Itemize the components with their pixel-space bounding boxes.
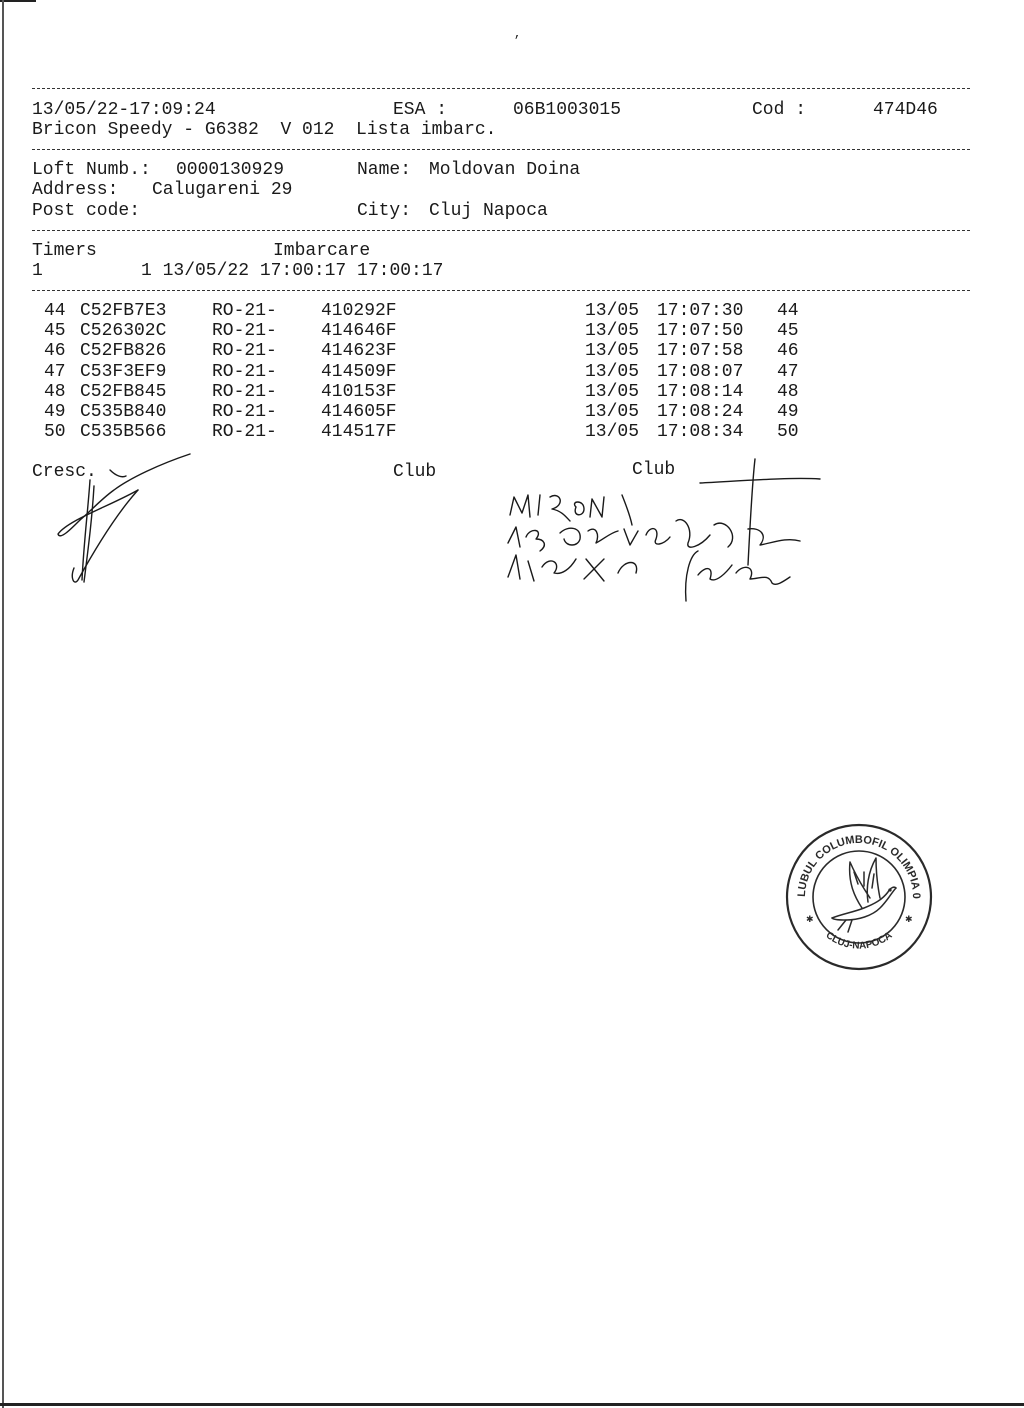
bird-ring: 410153F	[321, 381, 397, 402]
header-line2: Bricon Speedy - G6382 V 012 Lista imbarc.	[32, 120, 497, 140]
timers-label: Timers	[32, 241, 97, 261]
bird-num: 49	[44, 402, 66, 422]
bird-time: 17:07:30	[657, 301, 744, 321]
stamp-star-right: ✱	[905, 915, 913, 925]
bird-num: 48	[44, 381, 66, 402]
loft-value: 0000130929	[176, 160, 285, 180]
bird-ring: 414509F	[321, 361, 397, 382]
name-label: Name:	[357, 160, 412, 180]
city-value: Cluj Napoca	[429, 201, 548, 221]
bird-prefix: RO-21-	[212, 422, 277, 443]
bird-num: 46	[44, 341, 66, 362]
bird-date: 13/05	[585, 381, 640, 402]
address-label: Address:	[32, 180, 119, 200]
scan-edge-top	[0, 0, 36, 2]
bird-prefix: RO-21-	[212, 341, 277, 362]
bird-num: 50	[44, 422, 66, 443]
dove-icon	[832, 858, 896, 932]
bird-time: 17:08:34	[657, 422, 744, 443]
bird-seq: 44	[777, 301, 799, 321]
bird-chip: C535B566	[80, 422, 167, 443]
stamp-top-text: CLUBUL COLUMBOFIL OLIMPIA 04	[780, 813, 923, 899]
bird-seq: 45	[777, 321, 799, 342]
bird-time: 17:08:14	[657, 381, 744, 402]
bird-time: 17:07:58	[657, 341, 744, 362]
bird-row	[0, 301, 1024, 321]
bird-date: 13/05	[585, 321, 640, 342]
bird-prefix: RO-21-	[212, 402, 277, 422]
bird-date: 13/05	[585, 301, 640, 321]
stamp-star-left: ✱	[806, 915, 814, 925]
postcode-label: Post code:	[32, 201, 141, 221]
name-value: Moldovan Doina	[429, 160, 581, 180]
bird-prefix: RO-21-	[212, 301, 277, 321]
bird-ring: 410292F	[321, 301, 397, 321]
bird-prefix: RO-21-	[212, 361, 277, 382]
bird-seq: 50	[777, 422, 799, 443]
bird-seq: 46	[777, 341, 799, 362]
bird-ring: 414605F	[321, 402, 397, 422]
bird-row	[0, 341, 1024, 361]
cresc-label: Cresc.	[32, 462, 97, 482]
separator-header	[32, 149, 970, 150]
bird-chip: C52FB7E3	[80, 301, 167, 321]
bird-chip: C53F3EF9	[80, 361, 167, 382]
separator-owner	[32, 230, 970, 231]
scan-edge-bottom	[0, 1403, 1024, 1406]
scan-edge-left	[2, 0, 4, 1408]
bird-row	[0, 362, 1024, 382]
timer-index: 1	[32, 261, 43, 281]
club-signature	[500, 455, 830, 605]
club-label-1: Club	[393, 462, 437, 482]
bird-chip: C526302C	[80, 321, 167, 342]
bird-prefix: RO-21-	[212, 321, 277, 342]
loft-label: Loft Numb.:	[32, 160, 151, 180]
bird-time: 17:07:50	[657, 321, 744, 342]
separator-timers	[32, 290, 970, 291]
breeder-signature	[50, 450, 200, 590]
cod-label: Cod :	[752, 100, 807, 120]
bird-date: 13/05	[585, 361, 640, 382]
bird-row	[0, 422, 1024, 442]
bird-row	[0, 402, 1024, 422]
bird-time: 17:08:24	[657, 402, 744, 422]
bird-ring: 414623F	[321, 341, 397, 362]
bird-num: 47	[44, 361, 66, 382]
bird-num: 45	[44, 321, 66, 342]
esa-value: 06B1003015	[513, 100, 622, 120]
city-label: City:	[357, 201, 412, 221]
bird-chip: C535B840	[80, 402, 167, 422]
bird-prefix: RO-21-	[212, 381, 277, 402]
bird-seq: 49	[777, 402, 799, 422]
bird-row	[0, 321, 1024, 341]
bird-date: 13/05	[585, 402, 640, 422]
cod-value: 474D46	[873, 100, 938, 120]
bird-ring: 414646F	[321, 321, 397, 342]
address-value: Calugareni 29	[152, 180, 293, 200]
bird-num: 44	[44, 301, 66, 321]
bird-time: 17:08:07	[657, 361, 744, 382]
bird-chip: C52FB845	[80, 381, 167, 402]
bird-chip: C52FB826	[80, 341, 167, 362]
bird-row	[0, 382, 1024, 402]
header-datetime: 13/05/22-17:09:24	[32, 100, 216, 120]
esa-label: ESA :	[393, 100, 448, 120]
bird-ring: 414517F	[321, 422, 397, 443]
club-label-2: Club	[632, 460, 676, 480]
bird-date: 13/05	[585, 422, 640, 443]
bird-date: 13/05	[585, 341, 640, 362]
timer-detail: 1 13/05/22 17:00:17 17:00:17	[141, 261, 444, 281]
stamp-bottom-text: CLUJ-NAPOCA	[823, 929, 895, 952]
separator-top	[32, 88, 970, 89]
scan-speck: ,	[514, 27, 522, 41]
stamp-inner-ring	[813, 851, 905, 943]
imbarcare-label: Imbarcare	[273, 241, 371, 261]
bird-seq: 47	[777, 361, 799, 382]
club-stamp	[780, 813, 934, 972]
bird-seq: 48	[777, 381, 799, 402]
